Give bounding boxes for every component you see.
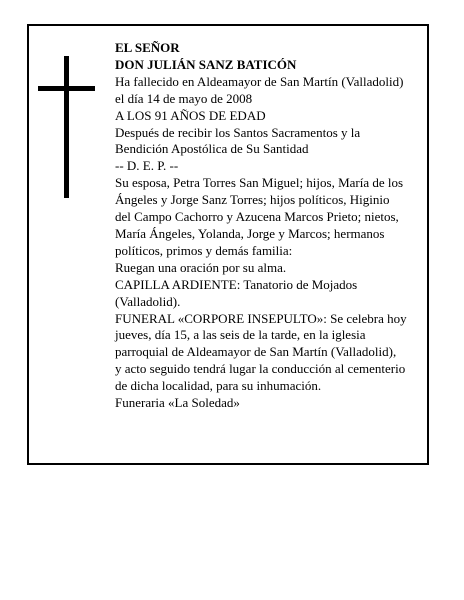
prayer-request: Ruegan una oración por su alma.: [115, 259, 287, 275]
funeral-paragraph: [115, 311, 427, 396]
death-date: el día 14 de mayo de 2008: [115, 90, 253, 106]
obituary-text: [115, 40, 427, 412]
funeral-line: parroquial de Aldeamayor de San Martín (Valladolid),: [115, 344, 397, 360]
death-place: Ha fallecido en Aldeamayor de San Martín (Valladolid): [115, 73, 404, 89]
chapel-paragraph: [115, 277, 427, 311]
family-line: Su esposa, Petra Torres San Miguel; hijos, María de los: [115, 175, 404, 191]
chapel-line: (Valladolid).: [115, 293, 181, 309]
age-at-death: A LOS 91 AÑOS DE EDAD: [115, 107, 266, 123]
family-line: Ángeles y Jorge Sanz Torres; hijos políticos, Higinio: [115, 192, 390, 208]
cross-horizontal-bar: [38, 86, 95, 91]
rest-in-peace: -- D. E. P. --: [115, 158, 179, 174]
funeral-line: y acto seguido tendrá lugar la conducción al cementerio: [115, 361, 406, 377]
funeral-line: de dicha localidad, para su inhumación.: [115, 378, 322, 394]
deceased-name: DON JULIÁN SANZ BATICÓN: [115, 56, 297, 72]
family-paragraph: [115, 175, 427, 260]
deceased-title: EL SEÑOR: [115, 40, 180, 55]
funeral-home: Funeraria «La Soledad»: [115, 395, 240, 411]
family-line: del Campo Cachorro y Azucena Marcos Prieto; nietos,: [115, 209, 399, 225]
family-line: María Ángeles, Yolanda, Jorge y Marcos; hermanos: [115, 225, 385, 241]
funeral-line: FUNERAL «CORPORE INSEPULTO»: Se celebra hoy: [115, 310, 407, 326]
chapel-line: CAPILLA ARDIENTE: Tanatorio de Mojados: [115, 276, 358, 292]
obituary-notice: [27, 24, 429, 465]
sacraments-line: Bendición Apostólica de Su Santidad: [115, 141, 309, 157]
sacraments-line: Después de recibir los Santos Sacramentos y la: [115, 124, 361, 140]
family-line: políticos, primos y demás familia:: [115, 242, 293, 258]
cross-vertical-bar: [64, 56, 69, 198]
funeral-line: jueves, día 15, a las seis de la tarde, en la iglesia: [115, 327, 366, 343]
